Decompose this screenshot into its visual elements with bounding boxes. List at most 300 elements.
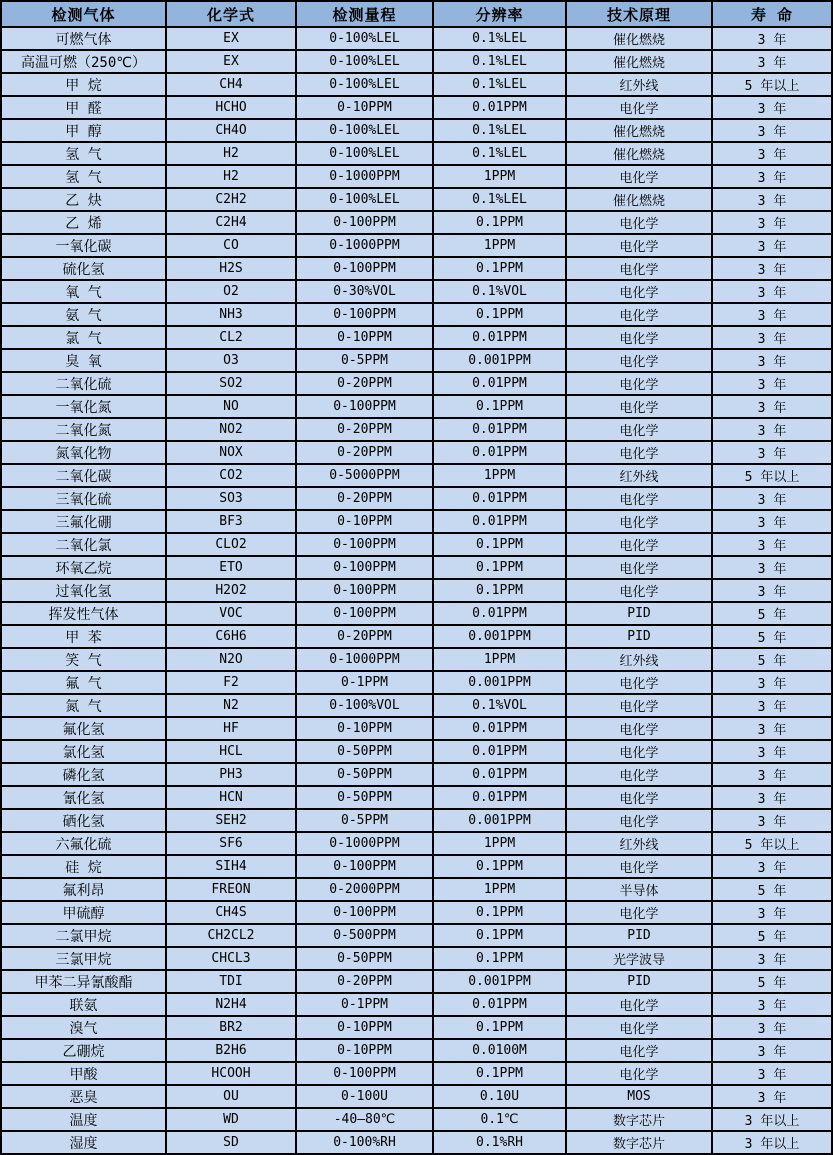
cell-lifespan: 5 年 xyxy=(712,878,832,901)
cell-resolution: 0.01PPM xyxy=(433,602,566,625)
cell-chemical-formula: B2H6 xyxy=(166,1039,296,1062)
cell-technology: 电化学 xyxy=(566,533,712,556)
cell-lifespan: 3 年 xyxy=(712,1062,832,1085)
cell-detection-range: 0-1000PPM xyxy=(296,165,433,188)
cell-resolution: 1PPM xyxy=(433,878,566,901)
cell-technology: 电化学 xyxy=(566,786,712,809)
table-row xyxy=(1,441,832,464)
table-row xyxy=(1,602,832,625)
cell-detection-range: 0-10PPM xyxy=(296,510,433,533)
cell-technology: 红外线 xyxy=(566,832,712,855)
cell-technology: 半导体 xyxy=(566,878,712,901)
cell-technology: MOS xyxy=(566,1085,712,1108)
cell-detection-range: 0-20PPM xyxy=(296,970,433,993)
cell-chemical-formula: C2H2 xyxy=(166,188,296,211)
cell-gas-name: 甲 苯 xyxy=(1,625,166,648)
cell-chemical-formula: O3 xyxy=(166,349,296,372)
cell-chemical-formula: HCHO xyxy=(166,96,296,119)
cell-technology: 红外线 xyxy=(566,648,712,671)
cell-detection-range: 0-10PPM xyxy=(296,1039,433,1062)
cell-chemical-formula: O2 xyxy=(166,280,296,303)
cell-resolution: 0.1PPM xyxy=(433,303,566,326)
cell-lifespan: 3 年 xyxy=(712,901,832,924)
table-row xyxy=(1,73,832,96)
cell-resolution: 0.0100M xyxy=(433,1039,566,1062)
cell-resolution: 0.1PPM xyxy=(433,579,566,602)
table-row xyxy=(1,1131,832,1154)
table-row xyxy=(1,510,832,533)
cell-gas-name: 过氧化氢 xyxy=(1,579,166,602)
cell-lifespan: 5 年以上 xyxy=(712,73,832,96)
cell-lifespan: 3 年 xyxy=(712,165,832,188)
cell-gas-name: 湿度 xyxy=(1,1131,166,1154)
cell-lifespan: 3 年 xyxy=(712,119,832,142)
cell-lifespan: 3 年 xyxy=(712,533,832,556)
cell-gas-name: 联氨 xyxy=(1,993,166,1016)
cell-gas-name: 温度 xyxy=(1,1108,166,1131)
cell-lifespan: 3 年 xyxy=(712,280,832,303)
cell-resolution: 0.01PPM xyxy=(433,326,566,349)
cell-resolution: 0.1PPM xyxy=(433,556,566,579)
cell-technology: 电化学 xyxy=(566,510,712,533)
cell-detection-range: 0-500PPM xyxy=(296,924,433,947)
cell-detection-range: 0-1PPM xyxy=(296,993,433,1016)
table-row xyxy=(1,280,832,303)
cell-gas-name: 环氧乙烷 xyxy=(1,556,166,579)
cell-resolution: 0.1PPM xyxy=(433,901,566,924)
cell-detection-range: 0-30%VOL xyxy=(296,280,433,303)
cell-resolution: 0.01PPM xyxy=(433,372,566,395)
cell-gas-name: 乙 炔 xyxy=(1,188,166,211)
cell-resolution: 0.01PPM xyxy=(433,993,566,1016)
cell-lifespan: 3 年 xyxy=(712,763,832,786)
table-row xyxy=(1,418,832,441)
table-row xyxy=(1,27,832,50)
cell-resolution: 0.1%LEL xyxy=(433,119,566,142)
cell-detection-range: 0-50PPM xyxy=(296,740,433,763)
cell-technology: 电化学 xyxy=(566,740,712,763)
cell-lifespan: 3 年 xyxy=(712,1085,832,1108)
cell-technology: 催化燃烧 xyxy=(566,27,712,50)
table-row xyxy=(1,901,832,924)
cell-technology: 电化学 xyxy=(566,855,712,878)
cell-gas-name: 溴气 xyxy=(1,1016,166,1039)
cell-lifespan: 3 年 xyxy=(712,993,832,1016)
cell-resolution: 0.1%VOL xyxy=(433,280,566,303)
cell-lifespan: 5 年 xyxy=(712,970,832,993)
cell-gas-name: 一氧化氮 xyxy=(1,395,166,418)
table-row xyxy=(1,372,832,395)
cell-resolution: 0.001PPM xyxy=(433,671,566,694)
cell-lifespan: 3 年 xyxy=(712,303,832,326)
cell-technology: 电化学 xyxy=(566,326,712,349)
cell-chemical-formula: CH4S xyxy=(166,901,296,924)
cell-detection-range: 0-100PPM xyxy=(296,901,433,924)
cell-chemical-formula: PH3 xyxy=(166,763,296,786)
cell-chemical-formula: CHCL3 xyxy=(166,947,296,970)
cell-resolution: 0.1℃ xyxy=(433,1108,566,1131)
cell-chemical-formula: TDI xyxy=(166,970,296,993)
cell-resolution: 0.1PPM xyxy=(433,395,566,418)
table-row xyxy=(1,947,832,970)
cell-detection-range: 0-20PPM xyxy=(296,487,433,510)
cell-detection-range: 0-100%LEL xyxy=(296,73,433,96)
cell-technology: 电化学 xyxy=(566,993,712,1016)
table-row xyxy=(1,832,832,855)
cell-chemical-formula: NOX xyxy=(166,441,296,464)
cell-chemical-formula: HCN xyxy=(166,786,296,809)
cell-chemical-formula: CO2 xyxy=(166,464,296,487)
cell-resolution: 0.01PPM xyxy=(433,740,566,763)
cell-chemical-formula: FREON xyxy=(166,878,296,901)
cell-lifespan: 3 年 xyxy=(712,50,832,73)
table-row xyxy=(1,1062,832,1085)
cell-gas-name: 磷化氢 xyxy=(1,763,166,786)
cell-detection-range: 0-10PPM xyxy=(296,96,433,119)
cell-gas-name: 三氯甲烷 xyxy=(1,947,166,970)
cell-technology: 催化燃烧 xyxy=(566,119,712,142)
cell-chemical-formula: EX xyxy=(166,27,296,50)
table-row xyxy=(1,1108,832,1131)
cell-detection-range: 0-100PPM xyxy=(296,257,433,280)
cell-technology: 电化学 xyxy=(566,418,712,441)
cell-technology: 电化学 xyxy=(566,1016,712,1039)
cell-technology: 电化学 xyxy=(566,809,712,832)
cell-technology: 电化学 xyxy=(566,280,712,303)
cell-detection-range: 0-100PPM xyxy=(296,395,433,418)
cell-resolution: 1PPM xyxy=(433,648,566,671)
cell-gas-name: 硅 烷 xyxy=(1,855,166,878)
cell-detection-range: 0-100%VOL xyxy=(296,694,433,717)
table-row xyxy=(1,625,832,648)
cell-chemical-formula: N2O xyxy=(166,648,296,671)
table-row xyxy=(1,50,832,73)
cell-lifespan: 3 年 xyxy=(712,556,832,579)
cell-technology: 电化学 xyxy=(566,372,712,395)
cell-technology: 电化学 xyxy=(566,211,712,234)
cell-resolution: 0.1%LEL xyxy=(433,142,566,165)
cell-detection-range: 0-20PPM xyxy=(296,372,433,395)
cell-detection-range: 0-5PPM xyxy=(296,349,433,372)
cell-technology: 电化学 xyxy=(566,556,712,579)
cell-gas-name: 三氟化硼 xyxy=(1,510,166,533)
cell-resolution: 0.1%LEL xyxy=(433,73,566,96)
cell-chemical-formula: CL2 xyxy=(166,326,296,349)
cell-chemical-formula: CH2CL2 xyxy=(166,924,296,947)
cell-chemical-formula: N2 xyxy=(166,694,296,717)
cell-chemical-formula: F2 xyxy=(166,671,296,694)
cell-resolution: 0.001PPM xyxy=(433,970,566,993)
cell-chemical-formula: SO3 xyxy=(166,487,296,510)
cell-detection-range: 0-100PPM xyxy=(296,533,433,556)
cell-detection-range: 0-20PPM xyxy=(296,625,433,648)
cell-technology: 电化学 xyxy=(566,96,712,119)
cell-resolution: 0.1PPM xyxy=(433,211,566,234)
cell-chemical-formula: C6H6 xyxy=(166,625,296,648)
cell-chemical-formula: N2H4 xyxy=(166,993,296,1016)
cell-technology: 电化学 xyxy=(566,579,712,602)
cell-gas-name: 二氧化硫 xyxy=(1,372,166,395)
cell-lifespan: 3 年 xyxy=(712,96,832,119)
cell-resolution: 0.1PPM xyxy=(433,947,566,970)
cell-lifespan: 3 年 xyxy=(712,1039,832,1062)
cell-technology: PID xyxy=(566,602,712,625)
cell-lifespan: 3 年 xyxy=(712,487,832,510)
cell-chemical-formula: OU xyxy=(166,1085,296,1108)
cell-detection-range: 0-100PPM xyxy=(296,303,433,326)
cell-detection-range: 0-20PPM xyxy=(296,441,433,464)
cell-lifespan: 3 年以上 xyxy=(712,1131,832,1154)
table-row xyxy=(1,349,832,372)
cell-lifespan: 3 年 xyxy=(712,142,832,165)
cell-resolution: 0.1PPM xyxy=(433,1062,566,1085)
table-row xyxy=(1,303,832,326)
cell-lifespan: 3 年 xyxy=(712,947,832,970)
cell-detection-range: -40—80℃ xyxy=(296,1108,433,1131)
cell-lifespan: 5 年 xyxy=(712,602,832,625)
cell-technology: 红外线 xyxy=(566,464,712,487)
header-row xyxy=(1,1,832,27)
cell-detection-range: 0-2000PPM xyxy=(296,878,433,901)
cell-lifespan: 3 年 xyxy=(712,257,832,280)
cell-resolution: 0.01PPM xyxy=(433,441,566,464)
cell-gas-name: 氯化氢 xyxy=(1,740,166,763)
cell-resolution: 0.01PPM xyxy=(433,96,566,119)
cell-resolution: 0.001PPM xyxy=(433,809,566,832)
table-row xyxy=(1,96,832,119)
cell-technology: 电化学 xyxy=(566,717,712,740)
cell-gas-name: 挥发性气体 xyxy=(1,602,166,625)
table-row xyxy=(1,142,832,165)
cell-gas-name: 硒化氢 xyxy=(1,809,166,832)
cell-chemical-formula: H2S xyxy=(166,257,296,280)
cell-chemical-formula: HF xyxy=(166,717,296,740)
cell-technology: 催化燃烧 xyxy=(566,50,712,73)
cell-chemical-formula: H2 xyxy=(166,142,296,165)
cell-detection-range: 0-10PPM xyxy=(296,1016,433,1039)
cell-lifespan: 3 年 xyxy=(712,809,832,832)
cell-resolution: 0.1%VOL xyxy=(433,694,566,717)
cell-detection-range: 0-1000PPM xyxy=(296,234,433,257)
cell-resolution: 1PPM xyxy=(433,464,566,487)
cell-detection-range: 0-5PPM xyxy=(296,809,433,832)
cell-resolution: 1PPM xyxy=(433,234,566,257)
cell-lifespan: 3 年 xyxy=(712,786,832,809)
cell-lifespan: 3 年 xyxy=(712,441,832,464)
cell-lifespan: 5 年以上 xyxy=(712,464,832,487)
cell-gas-name: 笑 气 xyxy=(1,648,166,671)
cell-lifespan: 3 年 xyxy=(712,188,832,211)
cell-chemical-formula: CH4 xyxy=(166,73,296,96)
cell-detection-range: 0-100%LEL xyxy=(296,188,433,211)
cell-gas-name: 臭 氧 xyxy=(1,349,166,372)
cell-lifespan: 3 年 xyxy=(712,579,832,602)
cell-technology: 数字芯片 xyxy=(566,1108,712,1131)
cell-technology: 催化燃烧 xyxy=(566,142,712,165)
cell-resolution: 0.1PPM xyxy=(433,924,566,947)
cell-detection-range: 0-100%LEL xyxy=(296,27,433,50)
cell-detection-range: 0-50PPM xyxy=(296,763,433,786)
table-row xyxy=(1,487,832,510)
cell-detection-range: 0-100%LEL xyxy=(296,142,433,165)
cell-gas-name: 甲 醛 xyxy=(1,96,166,119)
table-row xyxy=(1,1039,832,1062)
table-row xyxy=(1,970,832,993)
cell-technology: 电化学 xyxy=(566,303,712,326)
cell-technology: PID xyxy=(566,970,712,993)
cell-technology: 电化学 xyxy=(566,487,712,510)
cell-lifespan: 5 年以上 xyxy=(712,832,832,855)
cell-gas-name: 六氟化硫 xyxy=(1,832,166,855)
cell-technology: 电化学 xyxy=(566,1062,712,1085)
cell-gas-name: 二氧化碳 xyxy=(1,464,166,487)
cell-detection-range: 0-1000PPM xyxy=(296,832,433,855)
cell-chemical-formula: BR2 xyxy=(166,1016,296,1039)
cell-gas-name: 甲 醇 xyxy=(1,119,166,142)
cell-detection-range: 0-100PPM xyxy=(296,579,433,602)
cell-resolution: 0.1PPM xyxy=(433,855,566,878)
cell-chemical-formula: NO xyxy=(166,395,296,418)
cell-lifespan: 5 年 xyxy=(712,625,832,648)
table-row xyxy=(1,993,832,1016)
cell-gas-name: 二氯甲烷 xyxy=(1,924,166,947)
cell-gas-name: 一氧化碳 xyxy=(1,234,166,257)
table-row xyxy=(1,579,832,602)
cell-resolution: 0.1%RH xyxy=(433,1131,566,1154)
cell-lifespan: 5 年 xyxy=(712,924,832,947)
cell-technology: 电化学 xyxy=(566,441,712,464)
cell-gas-name: 甲 烷 xyxy=(1,73,166,96)
cell-lifespan: 3 年 xyxy=(712,418,832,441)
table-row xyxy=(1,855,832,878)
cell-chemical-formula: WD xyxy=(166,1108,296,1131)
cell-resolution: 1PPM xyxy=(433,832,566,855)
cell-detection-range: 0-50PPM xyxy=(296,947,433,970)
cell-detection-range: 0-10PPM xyxy=(296,717,433,740)
cell-gas-name: 氢 气 xyxy=(1,142,166,165)
table-row xyxy=(1,717,832,740)
cell-detection-range: 0-100%LEL xyxy=(296,119,433,142)
cell-lifespan: 3 年 xyxy=(712,372,832,395)
cell-technology: 电化学 xyxy=(566,1039,712,1062)
cell-chemical-formula: CO xyxy=(166,234,296,257)
cell-detection-range: 0-20PPM xyxy=(296,418,433,441)
cell-gas-name: 氮氧化物 xyxy=(1,441,166,464)
cell-lifespan: 3 年 xyxy=(712,27,832,50)
cell-technology: 电化学 xyxy=(566,671,712,694)
cell-chemical-formula: EX xyxy=(166,50,296,73)
cell-chemical-formula: SF6 xyxy=(166,832,296,855)
cell-lifespan: 3 年 xyxy=(712,855,832,878)
table-row xyxy=(1,211,832,234)
cell-resolution: 0.01PPM xyxy=(433,487,566,510)
cell-lifespan: 3 年 xyxy=(712,671,832,694)
cell-technology: 电化学 xyxy=(566,395,712,418)
table-row xyxy=(1,188,832,211)
cell-gas-name: 可燃气体 xyxy=(1,27,166,50)
cell-gas-name: 氢 气 xyxy=(1,165,166,188)
cell-resolution: 0.01PPM xyxy=(433,510,566,533)
column-header-gas-name: 检测气体 xyxy=(1,1,166,27)
cell-gas-name: 乙硼烷 xyxy=(1,1039,166,1062)
cell-lifespan: 3 年以上 xyxy=(712,1108,832,1131)
cell-technology: 电化学 xyxy=(566,349,712,372)
cell-lifespan: 3 年 xyxy=(712,740,832,763)
table-row xyxy=(1,533,832,556)
table-row xyxy=(1,809,832,832)
cell-chemical-formula: CH4O xyxy=(166,119,296,142)
table-row xyxy=(1,694,832,717)
cell-detection-range: 0-100PPM xyxy=(296,602,433,625)
cell-resolution: 1PPM xyxy=(433,165,566,188)
cell-technology: PID xyxy=(566,625,712,648)
cell-chemical-formula: H2O2 xyxy=(166,579,296,602)
cell-gas-name: 氰化氢 xyxy=(1,786,166,809)
cell-lifespan: 5 年 xyxy=(712,648,832,671)
cell-detection-range: 0-1PPM xyxy=(296,671,433,694)
table-row xyxy=(1,648,832,671)
cell-lifespan: 3 年 xyxy=(712,211,832,234)
cell-detection-range: 0-100PPM xyxy=(296,556,433,579)
cell-gas-name: 甲硫醇 xyxy=(1,901,166,924)
cell-resolution: 0.01PPM xyxy=(433,418,566,441)
table-row xyxy=(1,165,832,188)
cell-technology: 电化学 xyxy=(566,763,712,786)
cell-lifespan: 3 年 xyxy=(712,694,832,717)
cell-detection-range: 0-10PPM xyxy=(296,326,433,349)
cell-gas-name: 甲酸 xyxy=(1,1062,166,1085)
cell-gas-name: 氟利昂 xyxy=(1,878,166,901)
cell-gas-name: 二氧化氯 xyxy=(1,533,166,556)
table-row xyxy=(1,326,832,349)
cell-chemical-formula: SO2 xyxy=(166,372,296,395)
cell-gas-name: 乙 烯 xyxy=(1,211,166,234)
column-header-chemical-formula: 化学式 xyxy=(166,1,296,27)
table-row xyxy=(1,464,832,487)
cell-detection-range: 0-5000PPM xyxy=(296,464,433,487)
table-row xyxy=(1,1016,832,1039)
cell-technology: 电化学 xyxy=(566,165,712,188)
cell-chemical-formula: SEH2 xyxy=(166,809,296,832)
table-row xyxy=(1,234,832,257)
table-body xyxy=(1,27,832,1154)
cell-resolution: 0.1%LEL xyxy=(433,188,566,211)
cell-gas-name: 氨 气 xyxy=(1,303,166,326)
cell-lifespan: 3 年 xyxy=(712,1016,832,1039)
table-row xyxy=(1,740,832,763)
cell-resolution: 0.01PPM xyxy=(433,717,566,740)
cell-lifespan: 3 年 xyxy=(712,326,832,349)
cell-gas-name: 硫化氢 xyxy=(1,257,166,280)
cell-chemical-formula: H2 xyxy=(166,165,296,188)
cell-detection-range: 0-100U xyxy=(296,1085,433,1108)
cell-detection-range: 0-100PPM xyxy=(296,211,433,234)
column-header-resolution: 分辨率 xyxy=(433,1,566,27)
cell-resolution: 0.1PPM xyxy=(433,1016,566,1039)
cell-technology: 红外线 xyxy=(566,73,712,96)
cell-detection-range: 0-1000PPM xyxy=(296,648,433,671)
table-row xyxy=(1,395,832,418)
column-header-detection-range: 检测量程 xyxy=(296,1,433,27)
cell-detection-range: 0-50PPM xyxy=(296,786,433,809)
cell-chemical-formula: HCOOH xyxy=(166,1062,296,1085)
cell-lifespan: 3 年 xyxy=(712,395,832,418)
table-row xyxy=(1,786,832,809)
cell-gas-name: 甲苯二异氰酸酯 xyxy=(1,970,166,993)
cell-resolution: 0.1PPM xyxy=(433,533,566,556)
cell-chemical-formula: C2H4 xyxy=(166,211,296,234)
cell-technology: 数字芯片 xyxy=(566,1131,712,1154)
